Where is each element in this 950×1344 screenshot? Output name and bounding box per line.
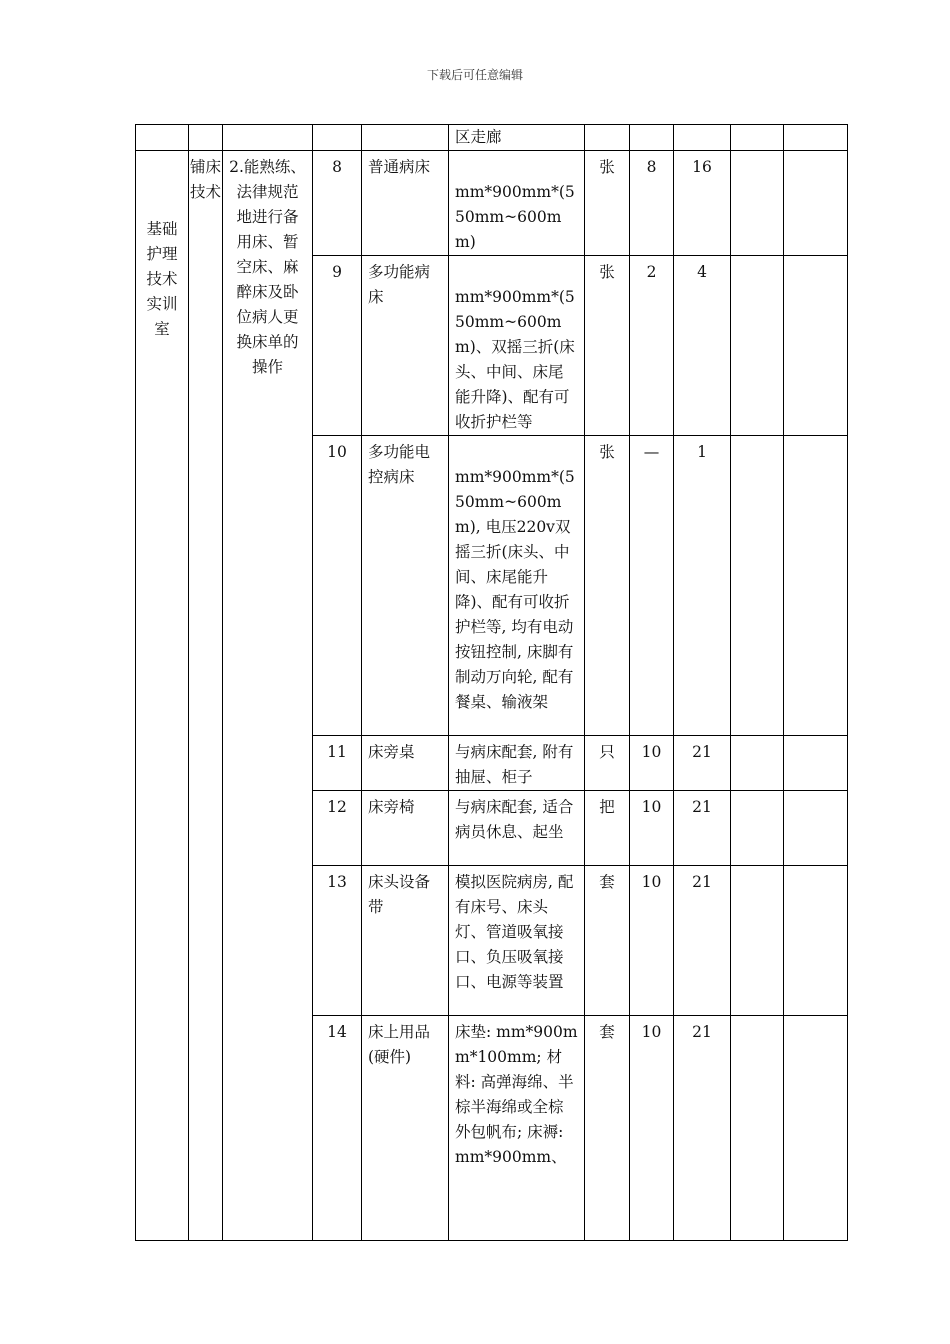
spec-cell: 与病床配套, 附有抽屉、柜子 [449,736,585,791]
qty1-cell: 10 [630,866,674,1016]
name-cell: 床头设备带 [362,866,449,1016]
unit-cell: 张 [585,151,630,256]
no-cell: 11 [313,736,362,791]
qty2-cell: 21 [674,866,731,1016]
page-header: 下载后可任意编辑 [426,68,523,82]
name-cell: 床旁桌 [362,736,449,791]
spec-cell: mm*900mm*(550mm~600mm) [449,151,585,256]
spec-cell: 床垫: mm*900mm*100mm; 材料: 高弹海绵、半棕半海绵或全棕外包帆布; 床褥: mm*900mm、 [449,1016,585,1241]
no-cell: 9 [313,256,362,436]
name-cell: 多功能电控病床 [362,436,449,736]
qty2-cell: 4 [674,256,731,436]
table-row [136,125,848,151]
module-cell: 铺床技术 [189,151,223,1241]
qty2-cell: 21 [674,791,731,866]
qty2-cell: 16 [674,151,731,256]
task-cell: 2.能熟练、法律规范地进行备用床、暂空床、麻醉床及卧位病人更换床单的操作 [223,151,313,1241]
equipment-table [135,124,848,1241]
name-cell: 多功能病床 [362,256,449,436]
room-cell: 基础护理技术实训室 [136,151,189,1241]
spec-cell: 区走廊 [449,125,585,151]
unit-cell: 套 [585,1016,630,1241]
qty1-cell: 2 [630,256,674,436]
qty1-cell: 10 [630,1016,674,1241]
spec-cell: mm*900mm*(550mm~600mm)、双摇三折(床头、中间、床尾能升降)、配有可收折护栏等 [449,256,585,436]
no-cell: 14 [313,1016,362,1241]
name-cell: 床旁椅 [362,791,449,866]
unit-cell: 张 [585,256,630,436]
qty2-cell: 21 [674,1016,731,1241]
no-cell: 10 [313,436,362,736]
no-cell: 12 [313,791,362,866]
no-cell: 8 [313,151,362,256]
unit-cell: 套 [585,866,630,1016]
spec-cell: 模拟医院病房, 配有床号、床头灯、管道吸氧接口、负压吸氧接口、电源等装置 [449,866,585,1016]
name-cell: 普通病床 [362,151,449,256]
unit-cell: 把 [585,791,630,866]
no-cell: 13 [313,866,362,1016]
qty1-cell: — [630,436,674,736]
spec-cell: 与病床配套, 适合病员休息、起坐 [449,791,585,866]
qty2-cell: 1 [674,436,731,736]
name-cell: 床上用品(硬件) [362,1016,449,1241]
unit-cell: 张 [585,436,630,736]
table-row [136,151,848,256]
unit-cell: 只 [585,736,630,791]
qty1-cell: 10 [630,736,674,791]
spec-cell: mm*900mm*(550mm~600mm), 电压220v双摇三折(床头、中间、床尾能升降)、配有可收折护栏等, 均有电动按钮控制, 床脚有制动万向轮, 配有餐桌、输液架 [449,436,585,736]
qty1-cell: 10 [630,791,674,866]
qty2-cell: 21 [674,736,731,791]
qty1-cell: 8 [630,151,674,256]
